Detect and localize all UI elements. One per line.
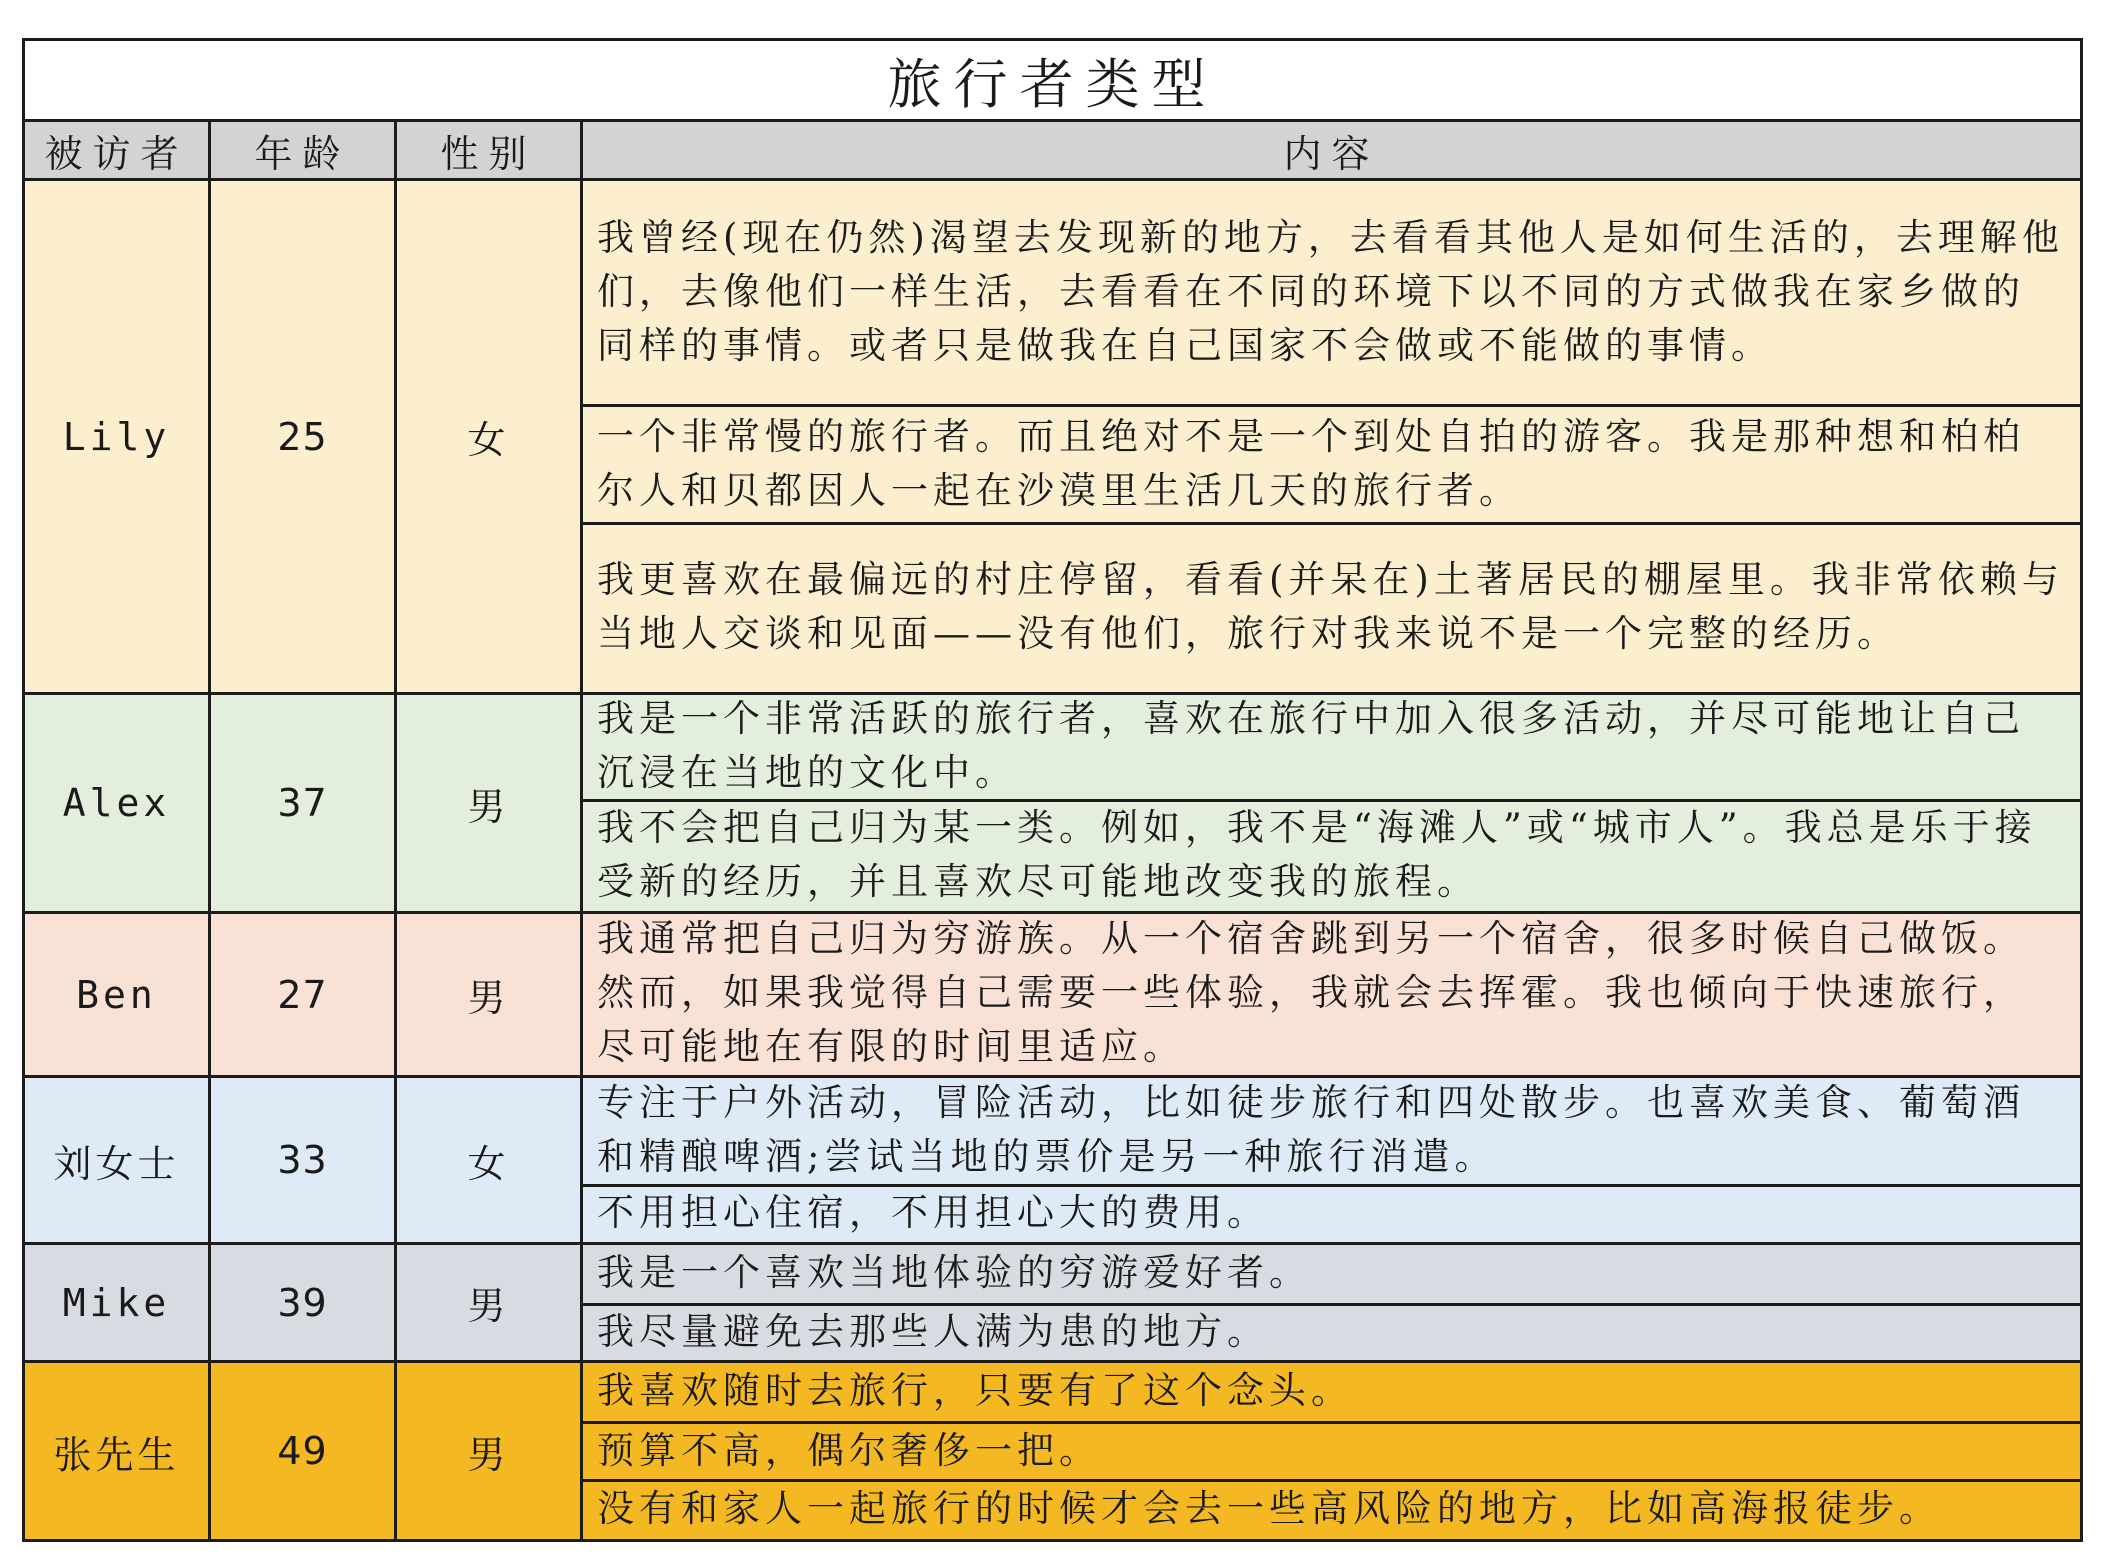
respondent-name: 刘女士	[24, 1077, 210, 1244]
respondent-name: Lily	[24, 180, 210, 694]
respondent-gender: 男	[396, 1362, 582, 1541]
content-segment: 没有和家人一起旅行的时候才会去一些高风险的地方，比如高海报徒步。	[583, 1479, 2080, 1538]
content-segment: 我不会把自己归为某一类。例如，我不是“海滩人”或“城市人”。我总是乐于接受新的经历，并且喜欢尽可能地改变我的旅程。	[583, 799, 2080, 910]
respondent-gender: 男	[396, 912, 582, 1077]
respondent-age: 27	[210, 912, 396, 1077]
content-cell	[582, 1243, 2082, 1361]
table-title: 旅行者类型	[24, 40, 2082, 121]
respondent-name: Mike	[24, 1243, 210, 1361]
respondent-age: 49	[210, 1362, 396, 1541]
content-segment: 我是一个喜欢当地体验的穷游爱好者。	[597, 1250, 1311, 1294]
content-segment: 我曾经(现在仍然)渴望去发现新的地方，去看看其他人是如何生活的，去理解他们，去像他们一样生活，去看看在不同的环境下以不同的方式做我在家乡做的同样的事情。或者只是做我在自己国家不会做或不能做的事情。	[597, 215, 2064, 367]
content-segment: 我更喜欢在最偏远的村庄停留，看看(并呆在)土著居民的棚屋里。我非常依赖与当地人交谈和见面——没有他们，旅行对我来说不是一个完整的经历。	[583, 522, 2080, 690]
content-segment: 我喜欢随时去旅行，只要有了这个念头。	[597, 1369, 1353, 1413]
content-cell	[582, 1077, 2082, 1244]
content-segment: 我通常把自己归为穷游族。从一个宿舍跳到另一个宿舍，很多时候自己做饭。然而，如果我觉得自己需要一些体验，我就会去挥霍。我也倾向于快速旅行，尽可能地在有限的时间里适应。	[597, 917, 2025, 1069]
content-segment: 不用担心住宿，不用担心大的费用。	[583, 1184, 2080, 1241]
content-cell	[582, 912, 2082, 1077]
respondent-name: Alex	[24, 694, 210, 913]
respondent-age: 33	[210, 1077, 396, 1244]
content-segment: 专注于户外活动，冒险活动，比如徒步旅行和四处散步。也喜欢美食、葡萄酒和精酿啤酒;尝试当地的票价是另一种旅行消遣。	[597, 1081, 2025, 1179]
content-cell	[582, 180, 2082, 694]
header-age: 年龄	[210, 121, 396, 180]
respondent-gender: 女	[396, 180, 582, 694]
respondent-name: Ben	[24, 912, 210, 1077]
respondent-age: 39	[210, 1243, 396, 1361]
content-cell	[582, 694, 2082, 913]
content-cell	[582, 1362, 2082, 1541]
table-row	[24, 1243, 2082, 1361]
table-row	[24, 1077, 2082, 1244]
table-row	[24, 912, 2082, 1077]
respondent-gender: 男	[396, 694, 582, 913]
header-respondent: 被访者	[24, 121, 210, 180]
table-row	[24, 180, 2082, 694]
content-segment: 我是一个非常活跃的旅行者，喜欢在旅行中加入很多活动，并尽可能地让自己沉浸在当地的文化中。	[597, 697, 2025, 795]
table-row	[24, 1362, 2082, 1541]
respondent-age: 25	[210, 180, 396, 694]
respondent-age: 37	[210, 694, 396, 913]
content-segment: 我尽量避免去那些人满为患的地方。	[583, 1303, 2080, 1360]
header-gender: 性别	[396, 121, 582, 180]
table-row	[24, 694, 2082, 913]
header-content: 内容	[582, 121, 2082, 180]
respondent-gender: 女	[396, 1077, 582, 1244]
content-segment: 预算不高，偶尔奢侈一把。	[583, 1421, 2080, 1479]
respondent-gender: 男	[396, 1243, 582, 1361]
content-segment: 一个非常慢的旅行者。而且绝对不是一个到处自拍的游客。我是那种想和柏柏尔人和贝都因人一起在沙漠里生活几天的旅行者。	[583, 404, 2080, 522]
respondent-name: 张先生	[24, 1362, 210, 1541]
traveler-types-table	[22, 38, 2083, 1542]
